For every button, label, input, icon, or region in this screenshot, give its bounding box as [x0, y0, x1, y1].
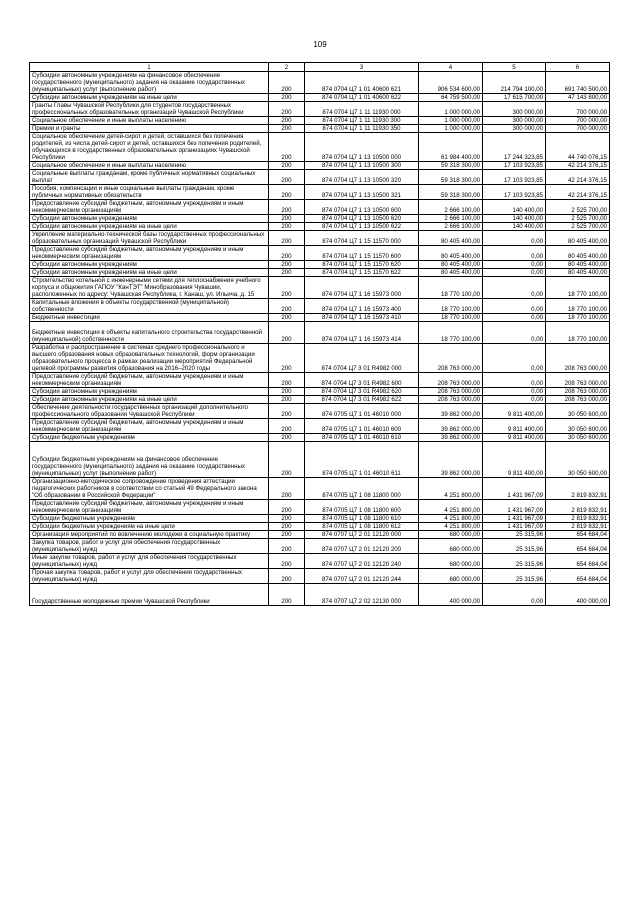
- table-row: [30, 531, 610, 539]
- row-kbk: 874 0704 Ц7 3 01 R4982 622: [305, 396, 419, 404]
- header-col-6: 6: [546, 63, 610, 72]
- row-code: 200: [269, 246, 305, 261]
- table-row: [30, 314, 610, 322]
- row-amount-executed: 17 103 923,85: [483, 170, 546, 185]
- row-kbk: 874 0704 Ц7 1 11 11930 350: [305, 125, 419, 133]
- table-row: [30, 117, 610, 125]
- row-amount-approved: 18 770 100,00: [419, 322, 483, 344]
- row-name: Социальные выплаты гражданам, кроме публичных нормативных социальных выплат: [30, 170, 269, 185]
- row-name: Капитальные вложения в объекты государственной (муниципальной) собственности: [30, 299, 269, 314]
- row-amount-approved: 906 534 600,00: [419, 72, 483, 94]
- row-kbk: 874 0704 Ц7 1 15 11570 600: [305, 246, 419, 261]
- row-amount-approved: 4 251 800,00: [419, 515, 483, 523]
- row-amount-approved: 59 318 300,00: [419, 162, 483, 170]
- row-amount-executed: 1 431 967,09: [483, 478, 546, 500]
- row-name: Субсидии автономным учреждениям на иные цели: [30, 223, 269, 231]
- row-kbk: 874 0704 Ц7 1 01 40600 622: [305, 94, 419, 102]
- row-amount-executed: 0,00: [483, 299, 546, 314]
- table-row: [30, 162, 610, 170]
- row-code: 200: [269, 125, 305, 133]
- row-amount-approved: 80 405 400,00: [419, 261, 483, 269]
- row-name: Социальное обеспечение и иные выплаты населению: [30, 117, 269, 125]
- row-name: Субсидии автономным учреждениям: [30, 215, 269, 223]
- row-kbk: 874 0704 Ц7 1 15 11570 000: [305, 231, 419, 246]
- row-name: Субсидии бюджетным учреждениям на иные цели: [30, 523, 269, 531]
- row-amount-approved: 59 318 300,00: [419, 170, 483, 185]
- table-row: [30, 223, 610, 231]
- row-amount-executed: 300 000,00: [483, 117, 546, 125]
- row-kbk: 874 0705 Ц7 1 01 46010 000: [305, 404, 419, 419]
- row-code: 200: [269, 442, 305, 478]
- row-amount-remaining: 2 819 832,91: [546, 478, 610, 500]
- row-amount-approved: 4 251 800,00: [419, 523, 483, 531]
- row-amount-executed: 1 431 967,09: [483, 500, 546, 515]
- row-amount-executed: 300 000,00: [483, 125, 546, 133]
- row-amount-remaining: 47 143 800,00: [546, 94, 610, 102]
- row-kbk: 874 0707 Ц7 2 01 12120 200: [305, 539, 419, 554]
- row-amount-executed: 140 400,00: [483, 215, 546, 223]
- row-kbk: 874 0705 Ц7 1 01 46010 610: [305, 434, 419, 442]
- table-row: [30, 215, 610, 223]
- row-code: 200: [269, 261, 305, 269]
- row-amount-executed: 17 615 700,00: [483, 94, 546, 102]
- row-amount-executed: 300 000,00: [483, 102, 546, 117]
- table-row: [30, 322, 610, 344]
- budget-table: [29, 62, 610, 606]
- row-kbk: 874 0704 Ц7 1 13 10500 620: [305, 215, 419, 223]
- table-row: [30, 231, 610, 246]
- row-name: Разработка и распространение в системах среднего профессионального и высшего образования новых образовательных технологий, форм организации образовательного процесса в рамках реализации мероприятий Федеральной целевой программы развития образования на 2016–2020 годы: [30, 344, 269, 373]
- row-code: 200: [269, 277, 305, 299]
- row-kbk: 874 0704 Ц7 1 15 11570 622: [305, 269, 419, 277]
- row-amount-approved: 4 251 800,00: [419, 478, 483, 500]
- row-name: Субсидии бюджетным учреждениям на финансовое обеспечение государственного (муниципального) задания на оказание государственных (муниципальных) услуг (выполнение работ): [30, 442, 269, 478]
- row-amount-executed: 0,00: [483, 231, 546, 246]
- row-code: 200: [269, 531, 305, 539]
- row-amount-executed: 1 431 967,09: [483, 515, 546, 523]
- row-code: 200: [269, 102, 305, 117]
- row-kbk: 874 0707 Ц7 2 01 12120 000: [305, 531, 419, 539]
- row-code: 200: [269, 554, 305, 569]
- row-code: 200: [269, 215, 305, 223]
- row-amount-executed: 140 400,00: [483, 223, 546, 231]
- row-kbk: 874 0707 Ц7 2 01 12120 244: [305, 569, 419, 584]
- row-amount-approved: 18 770 100,00: [419, 314, 483, 322]
- table-row: [30, 404, 610, 419]
- table-row: [30, 478, 610, 500]
- row-kbk: 874 0705 Ц7 1 01 46010 611: [305, 442, 419, 478]
- header-col-5: 5: [483, 63, 546, 72]
- row-amount-approved: 59 318 300,00: [419, 185, 483, 200]
- row-amount-remaining: 2 819 832,91: [546, 515, 610, 523]
- row-amount-remaining: 2 525 700,00: [546, 215, 610, 223]
- row-amount-executed: 0,00: [483, 314, 546, 322]
- row-code: 200: [269, 404, 305, 419]
- row-name: Предоставление субсидий бюджетным, автономным учреждениям и иным некоммерческим организациям: [30, 373, 269, 388]
- table-row: [30, 584, 610, 606]
- table-row: [30, 94, 610, 102]
- row-name: Государственные молодежные премии Чувашской Республики: [30, 584, 269, 606]
- row-amount-executed: 25 315,96: [483, 531, 546, 539]
- row-code: 200: [269, 117, 305, 125]
- row-amount-remaining: 654 684,04: [546, 554, 610, 569]
- row-amount-approved: 208 763 000,00: [419, 396, 483, 404]
- row-amount-executed: 0,00: [483, 322, 546, 344]
- table-row: [30, 246, 610, 261]
- row-name: Бюджетные инвестиции: [30, 314, 269, 322]
- table-row: [30, 373, 610, 388]
- row-name: Укрепление материально-технической базы государственных профессиональных образовательных организаций Чувашской Республики: [30, 231, 269, 246]
- row-amount-remaining: 654 684,04: [546, 569, 610, 584]
- row-code: 200: [269, 223, 305, 231]
- row-amount-executed: 17 244 323,85: [483, 133, 546, 162]
- row-amount-remaining: 700 000,00: [546, 102, 610, 117]
- row-name: Субсидии автономным учреждениям на финансовое обеспечение государственного (муниципального) задания на оказание государственных (муниципальных) услуг (выполнение работ): [30, 72, 269, 94]
- row-name: Субсидии автономным учреждениям на иные цели: [30, 94, 269, 102]
- table-row: [30, 523, 610, 531]
- row-code: 200: [269, 478, 305, 500]
- row-amount-executed: 0,00: [483, 277, 546, 299]
- table-row: [30, 434, 610, 442]
- row-amount-approved: 80 405 400,00: [419, 269, 483, 277]
- row-code: 200: [269, 523, 305, 531]
- row-amount-approved: 2 666 100,00: [419, 223, 483, 231]
- row-name: Пособия, компенсации и иные социальные выплаты гражданам, кроме публичных нормативных обязательств: [30, 185, 269, 200]
- row-amount-remaining: 80 405 400,00: [546, 246, 610, 261]
- row-code: 200: [269, 299, 305, 314]
- row-name: Закупка товаров, работ и услуг для обеспечения государственных (муниципальных) нужд: [30, 539, 269, 554]
- row-amount-approved: 680 000,00: [419, 539, 483, 554]
- row-amount-executed: 1 431 967,09: [483, 523, 546, 531]
- row-name: Премии и гранты: [30, 125, 269, 133]
- row-amount-executed: 140 400,00: [483, 200, 546, 215]
- row-amount-executed: 17 103 923,85: [483, 185, 546, 200]
- row-amount-approved: 39 862 000,00: [419, 404, 483, 419]
- row-amount-approved: 18 770 100,00: [419, 299, 483, 314]
- row-amount-remaining: 42 214 376,15: [546, 170, 610, 185]
- row-amount-approved: 680 000,00: [419, 531, 483, 539]
- row-amount-approved: 4 251 800,00: [419, 500, 483, 515]
- row-amount-executed: 214 794 100,00: [483, 72, 546, 94]
- row-amount-executed: 25 315,96: [483, 539, 546, 554]
- table-row: [30, 299, 610, 314]
- table-row: [30, 344, 610, 373]
- row-amount-approved: 80 405 400,00: [419, 246, 483, 261]
- table-row: [30, 72, 610, 94]
- row-amount-executed: 0,00: [483, 269, 546, 277]
- row-code: 200: [269, 170, 305, 185]
- row-amount-executed: 0,00: [483, 344, 546, 373]
- row-amount-executed: 0,00: [483, 396, 546, 404]
- row-kbk: 874 0704 Ц7 1 13 10500 300: [305, 162, 419, 170]
- row-amount-remaining: 2 525 700,00: [546, 223, 610, 231]
- table-row: [30, 102, 610, 117]
- row-code: 200: [269, 419, 305, 434]
- row-kbk: 874 0705 Ц7 1 08 11800 600: [305, 500, 419, 515]
- row-name: Субсидии бюджетным учреждениям: [30, 515, 269, 523]
- row-code: 200: [269, 373, 305, 388]
- row-amount-approved: 680 000,00: [419, 569, 483, 584]
- table-row: [30, 442, 610, 478]
- table-row: [30, 277, 610, 299]
- row-amount-executed: 0,00: [483, 388, 546, 396]
- row-amount-remaining: 80 405 400,00: [546, 269, 610, 277]
- row-amount-approved: 208 763 000,00: [419, 388, 483, 396]
- row-amount-remaining: 80 405 400,00: [546, 261, 610, 269]
- row-name: Иные закупки товаров, работ и услуг для обеспечения государственных (муниципальных) нужд: [30, 554, 269, 569]
- row-amount-approved: 61 984 400,00: [419, 133, 483, 162]
- row-amount-executed: 9 811 400,00: [483, 434, 546, 442]
- header-col-3: 3: [305, 63, 419, 72]
- row-amount-remaining: 2 525 700,00: [546, 200, 610, 215]
- row-amount-remaining: 44 740 076,15: [546, 133, 610, 162]
- row-amount-approved: 1 000 000,00: [419, 125, 483, 133]
- row-kbk: 874 0704 Ц7 3 01 R4982 000: [305, 344, 419, 373]
- row-kbk: 874 0705 Ц7 1 08 11800 000: [305, 478, 419, 500]
- row-amount-executed: 25 315,96: [483, 554, 546, 569]
- table-row: [30, 185, 610, 200]
- row-amount-executed: 25 315,96: [483, 569, 546, 584]
- row-name: Бюджетные инвестиции в объекты капитального строительства государственной (муниципальной) собственности: [30, 322, 269, 344]
- row-amount-remaining: 208 763 000,00: [546, 344, 610, 373]
- row-code: 200: [269, 569, 305, 584]
- table-row: [30, 396, 610, 404]
- row-amount-approved: 2 666 100,00: [419, 200, 483, 215]
- table-row: [30, 569, 610, 584]
- table-row: [30, 500, 610, 515]
- header-col-4: 4: [419, 63, 483, 72]
- row-code: 200: [269, 515, 305, 523]
- row-name: Субсидии бюджетным учреждениям: [30, 434, 269, 442]
- row-amount-remaining: 80 405 400,00: [546, 231, 610, 246]
- row-amount-remaining: 208 763 000,00: [546, 396, 610, 404]
- row-kbk: 874 0705 Ц7 1 01 46010 600: [305, 419, 419, 434]
- header-col-2: 2: [269, 63, 305, 72]
- row-kbk: 874 0704 Ц7 1 15 11570 620: [305, 261, 419, 269]
- page-number: 109: [313, 40, 327, 49]
- row-kbk: 874 0704 Ц7 1 01 40600 621: [305, 72, 419, 94]
- row-kbk: 874 0704 Ц7 1 11 11930 000: [305, 102, 419, 117]
- row-code: 200: [269, 94, 305, 102]
- table-row: [30, 125, 610, 133]
- row-amount-approved: 1 000 000,00: [419, 102, 483, 117]
- row-kbk: 874 0704 Ц7 3 01 R4982 600: [305, 373, 419, 388]
- table-row: [30, 200, 610, 215]
- row-amount-executed: 0,00: [483, 246, 546, 261]
- row-amount-approved: 80 405 400,00: [419, 231, 483, 246]
- row-amount-approved: 1 000 000,00: [419, 117, 483, 125]
- row-code: 200: [269, 72, 305, 94]
- row-amount-remaining: 654 684,04: [546, 539, 610, 554]
- row-name: Субсидии автономным учреждениям: [30, 388, 269, 396]
- row-name: Социальное обеспечение и иные выплаты населению: [30, 162, 269, 170]
- row-amount-remaining: 42 214 376,15: [546, 162, 610, 170]
- row-amount-remaining: 18 770 100,00: [546, 322, 610, 344]
- row-amount-remaining: 2 819 832,91: [546, 500, 610, 515]
- table-row: [30, 261, 610, 269]
- row-amount-executed: 17 103 923,85: [483, 162, 546, 170]
- row-name: Организация мероприятий по вовлечению молодежи в социальную практику: [30, 531, 269, 539]
- row-kbk: 874 0704 Ц7 1 16 15973 410: [305, 314, 419, 322]
- row-name: Прочая закупка товаров, работ и услуг для обеспечения государственных (муниципальных) нужд: [30, 569, 269, 584]
- table-row: [30, 269, 610, 277]
- table-row: [30, 539, 610, 554]
- row-amount-executed: 9 811 400,00: [483, 419, 546, 434]
- row-code: 200: [269, 314, 305, 322]
- row-code: 200: [269, 344, 305, 373]
- row-amount-remaining: 18 770 100,00: [546, 277, 610, 299]
- row-amount-remaining: 18 770 100,00: [546, 299, 610, 314]
- row-amount-approved: 208 763 000,00: [419, 344, 483, 373]
- row-amount-approved: 2 666 100,00: [419, 215, 483, 223]
- table-row: [30, 554, 610, 569]
- row-kbk: 874 0704 Ц7 1 13 10500 321: [305, 185, 419, 200]
- row-kbk: 874 0704 Ц7 1 16 15973 414: [305, 322, 419, 344]
- row-code: 200: [269, 162, 305, 170]
- row-kbk: 874 0704 Ц7 1 13 10500 000: [305, 133, 419, 162]
- row-kbk: 874 0707 Ц7 2 01 12120 240: [305, 554, 419, 569]
- row-amount-approved: 64 759 500,00: [419, 94, 483, 102]
- row-amount-approved: 39 862 000,00: [419, 442, 483, 478]
- row-name: Обеспечение деятельности государственных организаций дополнительного профессионального образования Чувашской Республики: [30, 404, 269, 419]
- row-amount-remaining: 30 050 600,00: [546, 434, 610, 442]
- row-amount-remaining: 654 684,04: [546, 531, 610, 539]
- row-name: Субсидии автономным учреждениям: [30, 261, 269, 269]
- row-amount-remaining: 2 819 832,91: [546, 523, 610, 531]
- row-name: Субсидии автономным учреждениям на иные цели: [30, 396, 269, 404]
- row-kbk: 874 0704 Ц7 1 16 15973 400: [305, 299, 419, 314]
- row-amount-approved: 18 770 100,00: [419, 277, 483, 299]
- row-kbk: 874 0705 Ц7 1 08 11800 610: [305, 515, 419, 523]
- row-kbk: 874 0707 Ц7 2 02 12130 000: [305, 584, 419, 606]
- table-row: [30, 170, 610, 185]
- row-kbk: 874 0704 Ц7 3 01 R4982 620: [305, 388, 419, 396]
- row-code: 200: [269, 434, 305, 442]
- row-amount-remaining: 30 050 600,00: [546, 419, 610, 434]
- row-amount-executed: 9 811 400,00: [483, 404, 546, 419]
- row-code: 200: [269, 396, 305, 404]
- row-code: 200: [269, 322, 305, 344]
- row-amount-remaining: 42 214 376,15: [546, 185, 610, 200]
- row-amount-executed: 0,00: [483, 584, 546, 606]
- table-row: [30, 419, 610, 434]
- header-col-1: 1: [30, 63, 269, 72]
- row-code: 200: [269, 231, 305, 246]
- row-code: 200: [269, 133, 305, 162]
- row-code: 200: [269, 584, 305, 606]
- row-name: Строительство котельной с инженерными сетями для теплоснабжения учебного корпуса и общежития ГАПОУ "КанТЭТ" Минобразования Чувашии, расположенных по адресу: Чувашская Республика, г. Канаш, ул. Ильича, д. 15: [30, 277, 269, 299]
- header-row: [30, 63, 610, 72]
- table-row: [30, 133, 610, 162]
- row-name: Предоставление субсидий бюджетным, автономным учреждениям и иным некоммерческим организациям: [30, 200, 269, 215]
- row-code: 200: [269, 200, 305, 215]
- row-amount-approved: 208 763 000,00: [419, 373, 483, 388]
- row-kbk: 874 0705 Ц7 1 08 11800 612: [305, 523, 419, 531]
- row-amount-remaining: 400 000,00: [546, 584, 610, 606]
- row-amount-approved: 39 862 000,00: [419, 419, 483, 434]
- row-kbk: 874 0704 Ц7 1 13 10500 622: [305, 223, 419, 231]
- row-amount-executed: 0,00: [483, 261, 546, 269]
- row-kbk: 874 0704 Ц7 1 13 10500 600: [305, 200, 419, 215]
- row-name: Предоставление субсидий бюджетным, автономным учреждениям и иным некоммерческим организациям: [30, 500, 269, 515]
- row-code: 200: [269, 185, 305, 200]
- row-amount-remaining: 30 050 600,00: [546, 442, 610, 478]
- row-name: Социальное обеспечение детей-сирот и детей, оставшихся без попечения родителей, из числа детей-сирот и детей, оставшихся без попечения родителей, обучающихся в государственных образовательных организациях Чувашской Республики: [30, 133, 269, 162]
- row-amount-remaining: 700 000,00: [546, 117, 610, 125]
- row-code: 200: [269, 500, 305, 515]
- table-row: [30, 515, 610, 523]
- row-name: Предоставление субсидий бюджетным, автономным учреждениям и иным некоммерческим организациям: [30, 419, 269, 434]
- row-amount-executed: 0,00: [483, 373, 546, 388]
- row-amount-approved: 39 862 000,00: [419, 434, 483, 442]
- row-amount-remaining: 18 770 100,00: [546, 314, 610, 322]
- row-code: 200: [269, 269, 305, 277]
- row-amount-remaining: 30 050 600,00: [546, 404, 610, 419]
- row-kbk: 874 0704 Ц7 1 16 15973 000: [305, 277, 419, 299]
- row-name: Организационно-методическое сопровождение проведения аттестации педагогических работников в соответствии со статьей 49 Федерального закона "Об образовании в Российской Федерации": [30, 478, 269, 500]
- row-kbk: 874 0704 Ц7 1 11 11930 300: [305, 117, 419, 125]
- table-body: [30, 72, 610, 606]
- table-row: [30, 388, 610, 396]
- row-amount-remaining: 691 740 500,00: [546, 72, 610, 94]
- row-code: 200: [269, 539, 305, 554]
- row-amount-approved: 680 000,00: [419, 554, 483, 569]
- row-amount-remaining: 208 763 000,00: [546, 388, 610, 396]
- row-code: 200: [269, 388, 305, 396]
- row-kbk: 874 0704 Ц7 1 13 10500 320: [305, 170, 419, 185]
- row-amount-remaining: 700 000,00: [546, 125, 610, 133]
- row-name: Субсидии автономным учреждениям на иные цели: [30, 269, 269, 277]
- row-name: Гранты Главы Чувашской Республики для студентов государственных профессиональных образовательных организаций Чувашской Республики: [30, 102, 269, 117]
- row-amount-approved: 400 000,00: [419, 584, 483, 606]
- table-header: [30, 63, 610, 72]
- row-amount-remaining: 208 763 000,00: [546, 373, 610, 388]
- row-amount-executed: 9 811 400,00: [483, 442, 546, 478]
- row-name: Предоставление субсидий бюджетным, автономным учреждениям и иным некоммерческим организациям: [30, 246, 269, 261]
